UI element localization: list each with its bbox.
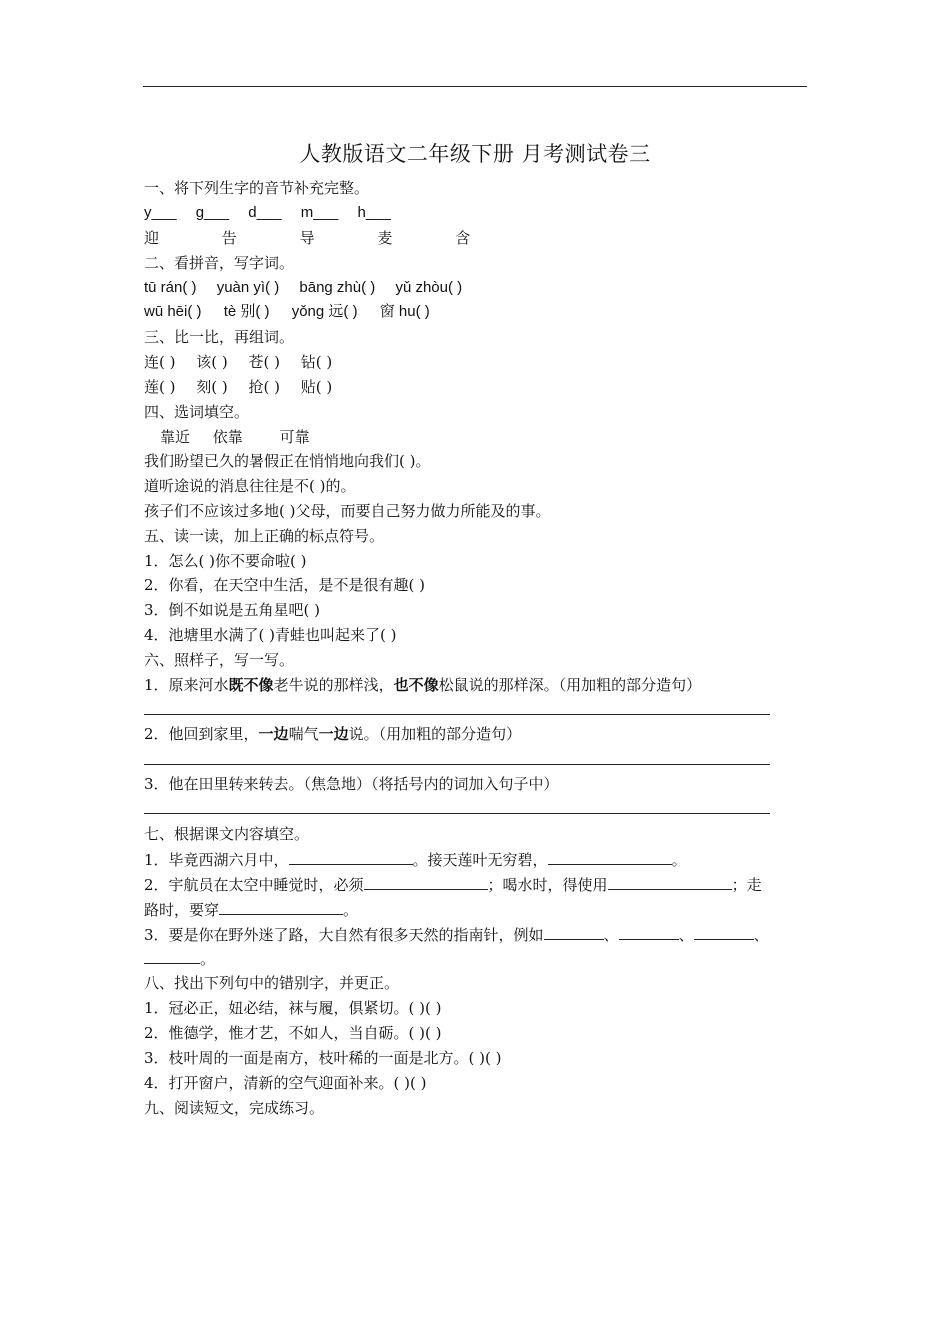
fill-blank[interactable] [694, 924, 754, 940]
bold-phrase: 一边 [258, 725, 289, 743]
compare-item: 苍( ) [248, 353, 281, 371]
pinyin-item: yuàn yì( ) [216, 279, 280, 296]
fill-blank[interactable] [544, 924, 604, 940]
pinyin-row-1 [144, 278, 462, 298]
compare-item: 莲( ) [144, 378, 176, 396]
example-question-1 [144, 675, 701, 695]
fill-question-2: 道听途说的消息往往是不( )的。 [144, 477, 356, 495]
compare-row-1 [144, 352, 332, 372]
compare-item: 抢( ) [248, 378, 281, 396]
syllable-item: d___ [248, 204, 282, 221]
separator: 、 [678, 926, 694, 944]
section-7-heading: 七、根据课文内容填空。 [144, 825, 310, 843]
section-4-heading: 四、选词填空。 [144, 403, 250, 421]
section-8-heading: 八、找出下列句中的错别字，并更正。 [144, 974, 400, 992]
character-item: 导 [299, 229, 315, 247]
word-bank-item: 靠近 [160, 428, 191, 446]
punctuation-question-3: 3．倒不如说是五角星吧( ) [144, 601, 321, 619]
syllable-item: y___ [144, 204, 177, 221]
character-item: 迎 [144, 229, 160, 247]
pinyin-item: tū rán( ) [144, 279, 197, 296]
answer-line[interactable] [144, 714, 770, 715]
example-question-2 [144, 724, 521, 744]
fill-blank[interactable] [289, 849, 413, 865]
section-1-heading: 一、将下列生字的音节补充完整。 [144, 179, 370, 197]
question-text: 老牛说的那样浅， [273, 676, 394, 694]
bold-phrase: 既不像 [228, 676, 274, 694]
answer-line[interactable] [144, 813, 770, 814]
character-item: 含 [455, 229, 471, 247]
question-text: 。 [343, 901, 359, 919]
pinyin-row-2 [144, 302, 430, 322]
character-item: 麦 [377, 229, 393, 247]
typo-question-2: 2．惟德学，惟才艺，不如人，当自砺。( )( ) [144, 1024, 442, 1042]
pinyin-item: yǔ zhòu( ) [395, 279, 463, 296]
character-item: 告 [221, 229, 237, 247]
pinyin-item: wū hēi( ) [144, 303, 202, 320]
separator: 、 [603, 926, 619, 944]
question-text: 说。（用加粗的部分造句） [348, 725, 522, 743]
pinyin-item: yǒng 远( ) [291, 303, 358, 320]
section-5-heading: 五、读一读，加上正确的标点符号。 [144, 527, 385, 545]
typo-question-3: 3．枝叶周的一面是南方，枝叶稀的一面是北方。( )( ) [144, 1049, 502, 1067]
section-9-heading: 九、阅读短文，完成练习。 [144, 1099, 325, 1117]
question-text: 松鼠说的那样深。（用加粗的部分造句） [438, 676, 702, 694]
fill-blank[interactable] [548, 849, 672, 865]
separator: 、 [753, 926, 769, 944]
compare-item: 刻( ) [196, 378, 228, 396]
question-text: 。 [671, 851, 687, 869]
typo-question-4: 4．打开窗户，清新的空气迎面补来。( )( ) [144, 1074, 427, 1092]
pinyin-item: 窗 hu( ) [379, 303, 430, 320]
recall-question-3 [144, 924, 769, 945]
header-rule [143, 86, 807, 87]
compare-row-2 [144, 377, 332, 397]
question-text: 2．他回到家里， [144, 725, 259, 743]
fill-blank[interactable] [608, 874, 732, 890]
example-question-3: 3．他在田里转来转去。（焦急地）（将括号内的词加入句子中） [144, 775, 559, 793]
fill-blank[interactable] [619, 924, 679, 940]
question-text: 1．原来河水 [144, 676, 229, 694]
fill-blank[interactable] [219, 899, 343, 915]
question-text: 喘气 [288, 725, 319, 743]
syllable-item: g___ [195, 204, 230, 221]
compare-item: 钻( ) [300, 353, 333, 371]
typo-question-1: 1．冠必正，妞必结，袜与履，俱紧切。( )( ) [144, 999, 442, 1017]
syllable-item: h___ [357, 204, 391, 221]
fill-blank[interactable] [364, 874, 488, 890]
bold-phrase: 一边 [318, 725, 349, 743]
word-bank-item: 依靠 [212, 428, 243, 446]
question-text: 3．要是你在野外迷了路，大自然有很多天然的指南针，例如 [144, 926, 544, 944]
punctuation-question-1: 1．怎么( )你不要命啦( ) [144, 552, 307, 570]
question-text: 。 [200, 950, 216, 968]
recall-question-2 [144, 874, 762, 895]
fill-question-3: 孩子们不应该过多地( )父母，而要自己努力做力所能及的事。 [144, 502, 551, 520]
fill-question-1: 我们盼望已久的暑假正在悄悄地向我们( )。 [144, 452, 431, 470]
recall-question-3-cont [144, 948, 215, 969]
pinyin-item: bāng zhù( ) [299, 279, 376, 296]
question-text: 路时，要穿 [144, 901, 220, 919]
section-6-heading: 六、照样子，写一写。 [144, 651, 295, 669]
answer-line[interactable] [144, 764, 770, 765]
character-row [144, 228, 470, 248]
bold-phrase: 也不像 [393, 676, 439, 694]
question-text: 1．毕竟西湖六月中， [144, 851, 289, 869]
question-text: ；喝水时，得使用 [487, 876, 608, 894]
question-text: 。接天莲叶无穷碧， [412, 851, 548, 869]
word-bank-item: 可靠 [279, 428, 310, 446]
recall-question-2-cont [144, 899, 358, 920]
compare-item: 贴( ) [300, 378, 333, 396]
compare-item: 连( ) [144, 353, 176, 371]
punctuation-question-4: 4．池塘里水满了( )青蛙也叫起来了( ) [144, 626, 397, 644]
section-3-heading: 三、比一比，再组词。 [144, 328, 295, 346]
compare-item: 该( ) [196, 353, 228, 371]
word-bank [160, 427, 310, 447]
pinyin-item: tè 别( ) [223, 303, 270, 320]
section-2-heading: 二、看拼音，写字词。 [144, 254, 295, 272]
syllable-item: m___ [300, 204, 339, 221]
question-text: ；走 [731, 876, 762, 894]
page-title: 人教版语文二年级下册 月考测试卷三 [299, 142, 651, 166]
fill-blank[interactable] [144, 948, 200, 964]
question-text: 2．宇航员在太空中睡觉时，必须 [144, 876, 364, 894]
recall-question-1 [144, 849, 687, 870]
punctuation-question-2: 2．你看，在天空中生活，是不是很有趣( ) [144, 576, 426, 594]
syllable-row [144, 203, 391, 223]
